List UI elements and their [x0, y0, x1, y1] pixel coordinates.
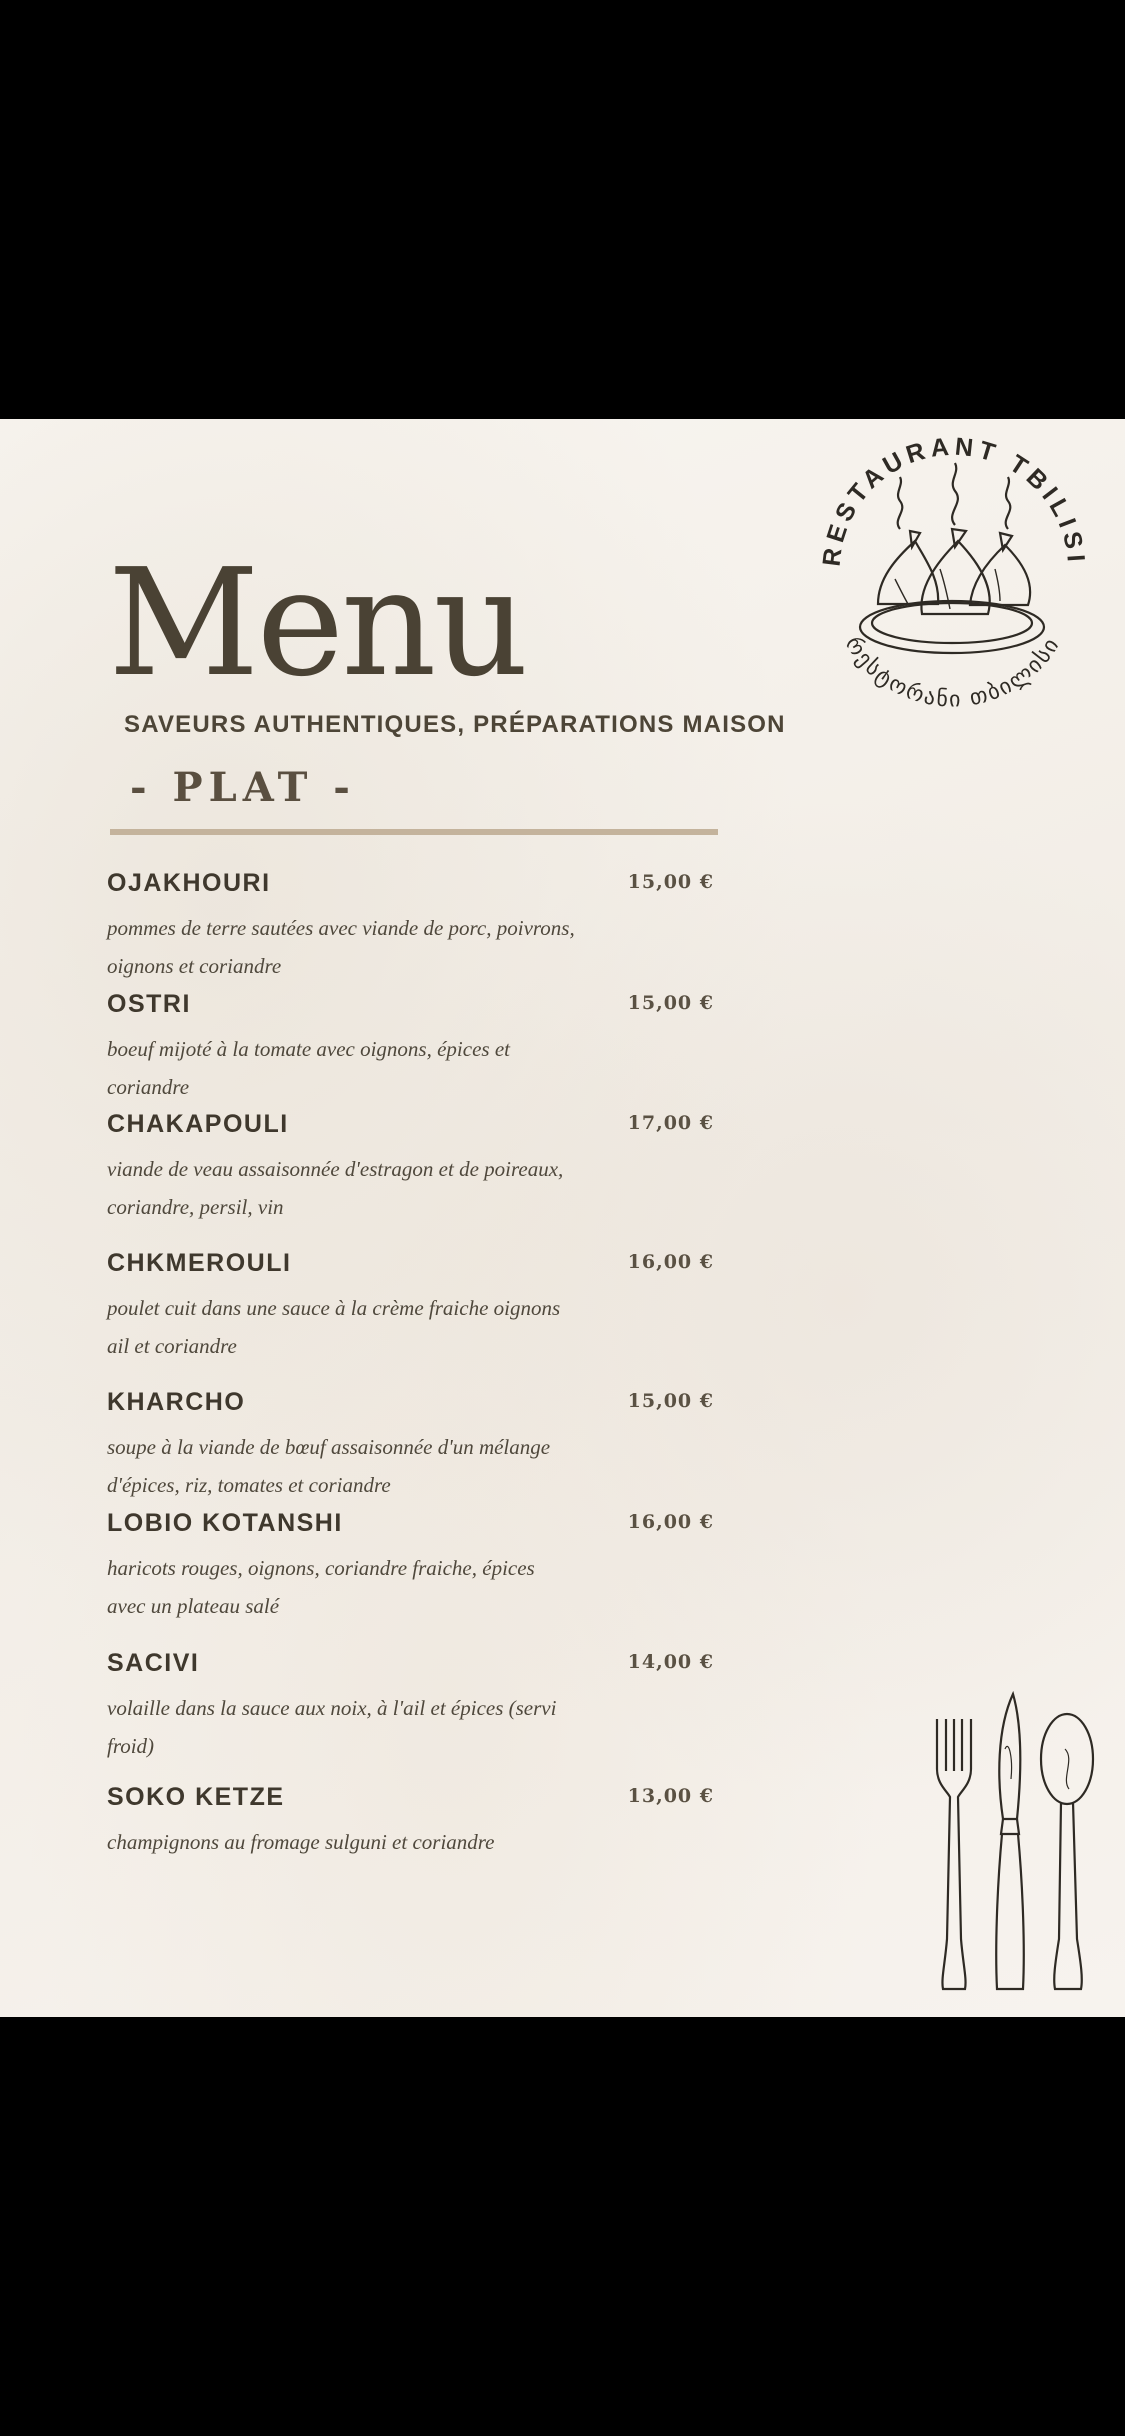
logo-arc-text: RESTAURANT TBILISI	[817, 432, 1091, 568]
item-price: 16,00 €	[627, 1251, 714, 1273]
item-price: 15,00 €	[627, 871, 714, 893]
knife-icon	[996, 1694, 1024, 1989]
restaurant-logo	[800, 419, 1100, 749]
item-price: 17,00 €	[627, 1112, 714, 1134]
item-description: viande de veau assaisonnée d'estragon et de poireaux, coriandre, persil, vin	[107, 1157, 564, 1219]
dumplings-icon	[860, 463, 1044, 653]
item-name: LOBIO KOTANSHI	[107, 1509, 343, 1537]
item-name: CHAKAPOULI	[107, 1110, 289, 1138]
cutlery-icon	[925, 1689, 1105, 1999]
section-divider	[110, 829, 718, 835]
item-description: pommes de terre sautées avec viande de porc, poivrons, oignons et coriandre	[107, 916, 575, 978]
item-description: poulet cuit dans une sauce à la crème fraiche oignons ail et coriandre	[107, 1296, 561, 1358]
item-name: KHARCHO	[107, 1388, 246, 1416]
item-description: champignons au fromage sulguni et coriandre	[107, 1830, 495, 1854]
logo-georgian-text: რესტორანი თბილისი	[839, 632, 1066, 713]
svg-text:RESTAURANT TBILISI	[818, 433, 1090, 568]
item-name: SACIVI	[107, 1649, 200, 1677]
item-name: OJAKHOURI	[107, 869, 271, 897]
page-title: Menu	[108, 537, 526, 709]
item-name: CHKMEROULI	[107, 1249, 292, 1277]
item-price: 13,00 €	[627, 1785, 714, 1807]
item-description: volaille dans la sauce aux noix, à l'ail et épices (servi froid)	[107, 1696, 557, 1758]
item-description: boeuf mijoté à la tomate avec oignons, épices et coriandre	[107, 1037, 510, 1099]
fork-icon	[937, 1719, 971, 1989]
item-name: SOKO KETZE	[107, 1783, 285, 1811]
svg-text:რესტორანი თბილისი	[840, 632, 1066, 712]
item-price: 16,00 €	[627, 1511, 714, 1533]
item-price: 15,00 €	[627, 1390, 714, 1412]
item-price: 15,00 €	[627, 992, 714, 1014]
item-price: 14,00 €	[627, 1651, 714, 1673]
menu-page	[0, 419, 1125, 2017]
item-description: soupe à la viande de bœuf assaisonnée d'un mélange d'épices, riz, tomates et coriandre	[107, 1435, 551, 1497]
item-name: OSTRI	[107, 990, 191, 1018]
section-title: - PLAT -	[130, 764, 356, 811]
spoon-icon	[1041, 1714, 1093, 1989]
item-description: haricots rouges, oignons, coriandre fraiche, épices avec un plateau salé	[107, 1556, 535, 1618]
tagline: SAVEURS AUTHENTIQUES, PRÉPARATIONS MAISON	[124, 711, 786, 738]
